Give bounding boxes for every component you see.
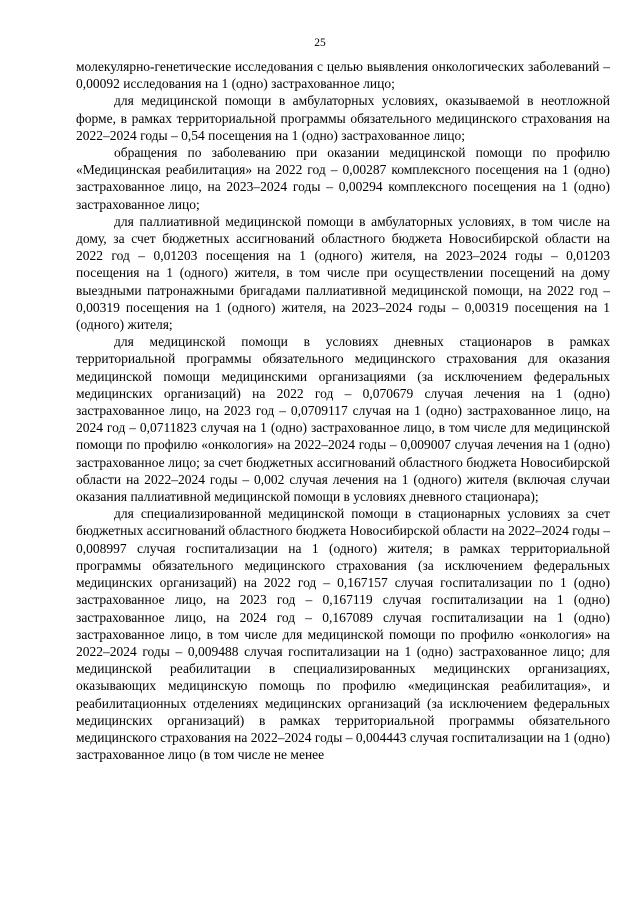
paragraph-rehabilitation-visits: обращения по заболеванию при оказании медицинской помощи по профилю «Медицинская реабилитация» на 2022 год – 0,00287 комплексного посещения на 1 (одно) застрахованное лицо, на 2023–2024 годы – 0,00294 комплексного посещения на 1 (одно) застрахованное лицо; <box>76 145 610 212</box>
paragraph-palliative-ambulatory: для паллиативной медицинской помощи в амбулаторных условиях, в том числе на дому, за счет бюджетных ассигнований областного бюджета Новосибирской области на 2022 год – 0,01203 посещения на 1 (одного) жителя, на 2023–2024 годы – 0,01203 посещения на 1 (одного) жителя, в том числе при осуществлении посещений на дому выездными патронажными бригадами паллиативной медицинской помощи, на 2022 год – 0,00319 посещения на 1 (одного) жителя, на 2023–2024 годы – 0,00319 посещения на 1 (одного) жителя; <box>76 213 610 333</box>
document-body <box>76 58 610 763</box>
paragraph-specialized-inpatient: для специализированной медицинской помощи в стационарных условиях за счет бюджетных ассигнований областного бюджета Новосибирской области на 2022–2024 годы – 0,008997 случая госпитализации на 1 (одного) жителя; в рамках территориальной программы обязательного медицинского страхования (за исключением федеральных медицинских организаций) на 2022 год – 0,167157 случая госпитализации по 1 (одно) застрахованное лицо, на 2023 год – 0,167119 случая госпитализации на 1 (одно) застрахованное лицо, на 2024 год – 0,167089 случая госпитализации на 1 (одно) застрахованное лицо, в том числе для медицинской помощи по профилю «онкология» на 2022–2024 годы – 0,009488 случая госпитализации на 1 (одно) застрахованное лицо; для медицинской реабилитации в специализированных медицинских организациях, оказывающих медицинскую помощь по профилю «медицинская реабилитация», и реабилитационных отделениях медицинских организаций (за исключением федеральных медицинских организаций) в рамках территориальной программы обязательного медицинского страхования на 2022–2024 годы – 0,004443 случая госпитализации на 1 (одно) застрахованное лицо (в том числе не менее <box>76 506 610 763</box>
page-number: 25 <box>314 37 326 49</box>
paragraph-urgent-ambulatory: для медицинской помощи в амбулаторных условиях, оказываемой в неотложной форме, в рамках территориальной программы обязательного медицинского страхования на 2022–2024 годы – 0,54 посещения на 1 (одно) застрахованное лицо; <box>76 93 610 143</box>
paragraph-molecular-genetic: молекулярно-генетические исследования с целью выявления онкологических заболеваний – 0,00092 исследования на 1 (одно) застрахованное лицо; <box>76 59 610 92</box>
paragraph-day-hospital: для медицинской помощи в условиях дневных стационаров в рамках территориальной программы обязательного медицинского страхования для оказания медицинской помощи медицинскими организациями (за исключением федеральных медицинских организаций) на 2022 год – 0,070679 случая лечения на 1 (одно) застрахованное лицо, на 2023 год – 0,0709117 случая на 1 (одно) застрахованное лицо, на 2024 год – 0,0711823 случая на 1 (одно) застрахованное лицо, в том числе для медицинской помощи по профилю «онкология» на 2022–2024 годы – 0,009007 случая лечения на 1 (одно) застрахованное лицо; за счет бюджетных ассигнований областного бюджета Новосибирской области на 2022–2024 годы – 0,002 случая лечения на 1 (одного) жителя (включая случаи оказания паллиативной медицинской помощи в условиях дневного стационара); <box>76 334 610 505</box>
